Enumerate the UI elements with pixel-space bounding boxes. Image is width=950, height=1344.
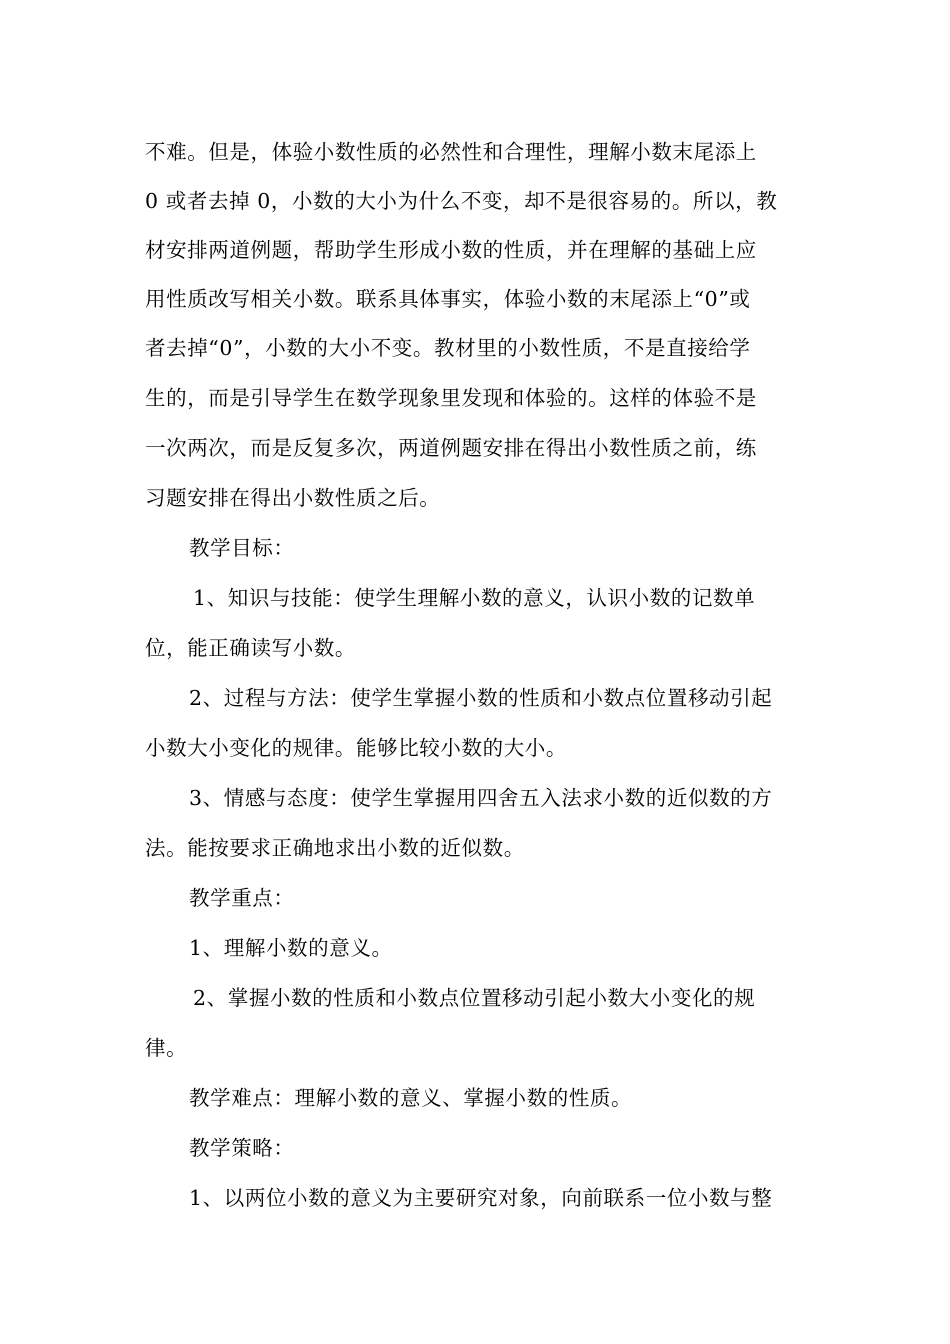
paragraph-line: 0 或者去掉 0，小数的大小为什么不变，却不是很容易的。所以，教	[145, 189, 778, 213]
paragraph-line: 不难。但是，体验小数性质的必然性和合理性，理解小数末尾添上	[145, 140, 757, 164]
paragraph-line: 材安排两道例题，帮助学生形成小数的性质，并在理解的基础上应	[145, 238, 757, 262]
paragraph-line: 生的，而是引导学生在数学现象里发现和体验的。这样的体验不是	[145, 386, 757, 410]
key-point-item-1: 1、理解小数的意义。	[189, 936, 393, 960]
paragraph-line: 用性质改写相关小数。联系具体事实，体验小数的末尾添上“0”或	[145, 287, 751, 311]
objective-item-2-continued: 小数大小变化的规律。能够比较小数的大小。	[145, 736, 567, 760]
key-point-item-2: 2、掌握小数的性质和小数点位置移动引起小数大小变化的规	[193, 986, 756, 1010]
key-point-item-2-continued: 律。	[145, 1036, 188, 1060]
paragraph-line: 一次两次，而是反复多次，两道例题安排在得出小数性质之前，练	[145, 436, 757, 460]
strategy-item-1: 1、以两位小数的意义为主要研究对象，向前联系一位小数与整	[189, 1186, 773, 1210]
section-heading-objectives: 教学目标：	[189, 536, 295, 560]
section-heading-difficulties: 教学难点：理解小数的意义、掌握小数的性质。	[189, 1086, 633, 1110]
section-heading-key-points: 教学重点：	[189, 886, 295, 910]
paragraph-line: 习题安排在得出小数性质之后。	[145, 486, 441, 510]
objective-item-3: 3、情感与态度：使学生掌握用四舍五入法求小数的近似数的方	[189, 786, 773, 810]
objective-item-1-continued: 位，能正确读写小数。	[145, 636, 356, 660]
objective-item-3-continued: 法。能按要求正确地求出小数的近似数。	[145, 836, 525, 860]
section-heading-strategies: 教学策略：	[189, 1136, 295, 1160]
objective-item-2: 2、过程与方法：使学生掌握小数的性质和小数点位置移动引起	[189, 686, 773, 710]
paragraph-line: 者去掉“0”，小数的大小不变。教材里的小数性质，不是直接给学	[145, 336, 751, 360]
objective-item-1: 1、知识与技能：使学生理解小数的意义，认识小数的记数单	[193, 586, 756, 610]
